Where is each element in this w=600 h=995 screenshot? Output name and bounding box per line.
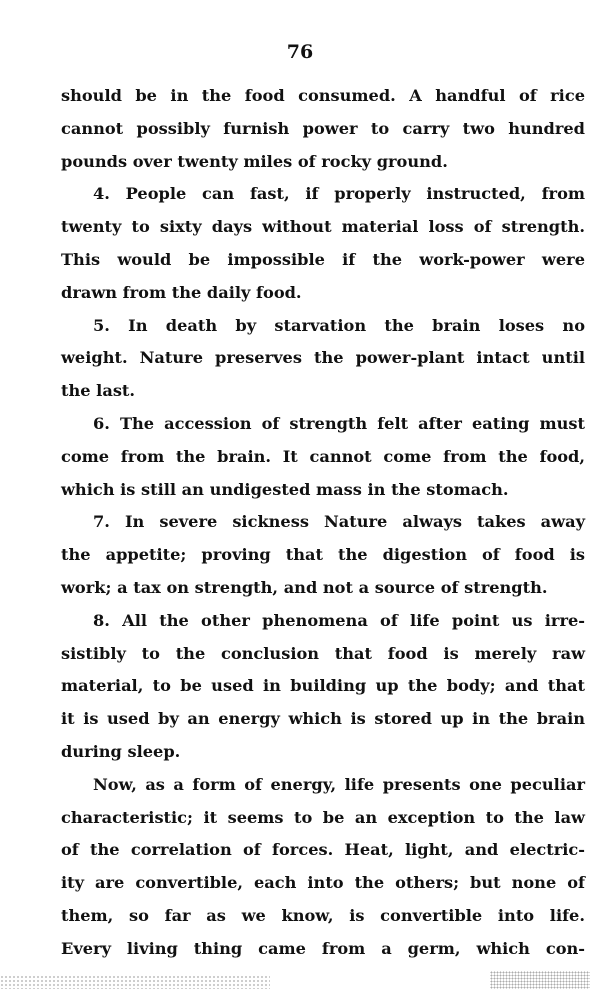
text-line: ity are convertible, each into the others; but none of (61, 873, 585, 893)
paragraph (61, 408, 585, 506)
text-line: Now, as a form of energy, life presents one peculiar (93, 774, 585, 794)
text-line: the last. (61, 381, 136, 401)
text-line: come from the brain. It cannot come from the food, (61, 446, 585, 466)
text-line: sistibly to the conclusion that food is merely raw (61, 643, 585, 663)
text-line: which is still an undigested mass in the stomach. (61, 479, 509, 499)
paragraph (61, 310, 585, 408)
scan-speckle (0, 975, 270, 989)
text-line: drawn from the daily food. (61, 282, 302, 302)
text-line: 4. People can fast, if properly instructed, from (93, 184, 585, 204)
text-line: pounds over twenty miles of rocky ground. (61, 151, 448, 171)
text-line: the appetite; proving that the digestion of food is (61, 545, 585, 565)
text-line: This would be impossible if the work-power were (61, 249, 585, 269)
paragraph (61, 769, 585, 966)
text-line: cannot possibly furnish power to carry two hundred (61, 118, 585, 138)
paragraph (61, 605, 585, 769)
text-line: it is used by an energy which is stored up in the brain (61, 709, 585, 729)
text-line: during sleep. (61, 741, 181, 761)
text-line: material, to be used in building up the body; and that (61, 676, 585, 696)
text-line: twenty to sixty days without material loss of strength. (61, 217, 585, 237)
text-line: of the correlation of forces. Heat, light, and electric- (61, 840, 585, 860)
text-line: Every living thing came from a germ, which con- (61, 938, 585, 958)
paragraph (61, 178, 585, 309)
text-line: characteristic; it seems to be an exception to the law (61, 807, 585, 827)
text-line: 8. All the other phenomena of life point us irre- (93, 610, 585, 630)
paragraph (61, 80, 585, 178)
text-line: 6. The accession of strength felt after eating must (93, 413, 585, 433)
text-line: 5. In death by starvation the brain loses no (93, 315, 585, 335)
page-number: 76 (286, 41, 314, 63)
scan-speckle (490, 971, 590, 989)
text-line: weight. Nature preserves the power-plant intact until (61, 348, 585, 368)
text-line: 7. In severe sickness Nature always takes away (93, 512, 585, 532)
text-line: work; a tax on strength, and not a source of strength. (61, 577, 548, 597)
body-text (61, 80, 585, 966)
text-line: them, so far as we know, is convertible into life. (61, 905, 585, 925)
paragraph (61, 506, 585, 604)
text-line: should be in the food consumed. A handful of rice (61, 86, 585, 105)
